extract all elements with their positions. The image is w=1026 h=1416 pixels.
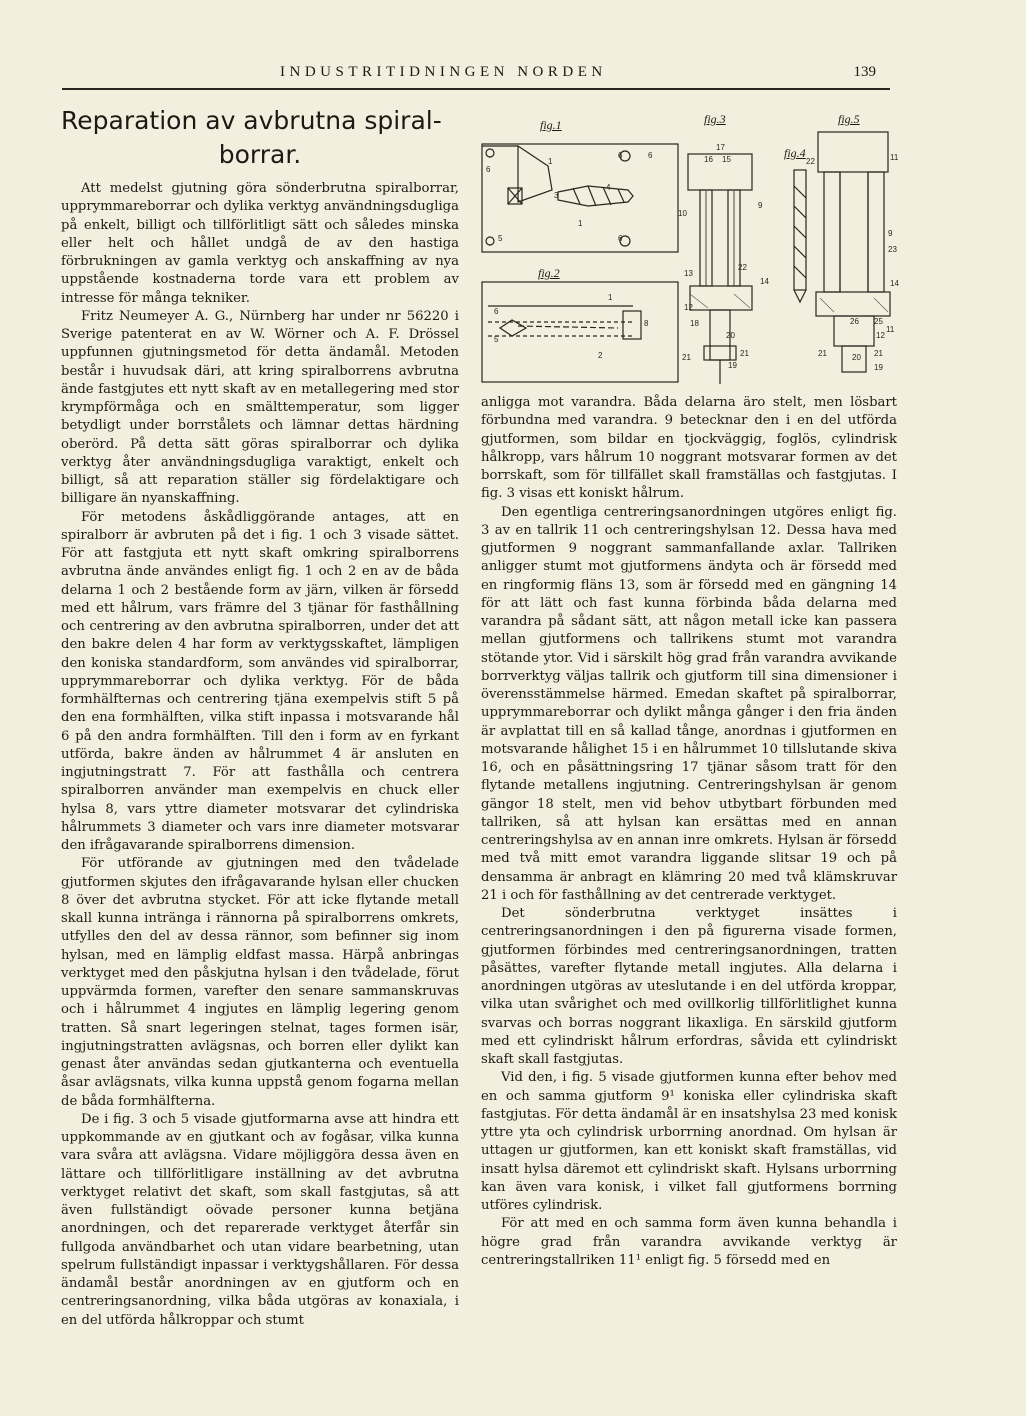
- fig5-part-number: 25: [874, 317, 883, 326]
- fig3-part-number: 22: [738, 263, 747, 272]
- fig3-part-number: 10: [678, 209, 687, 218]
- fig1-part-number: 1: [548, 157, 553, 166]
- fig1-part-number: 6: [486, 165, 491, 174]
- article-title-line2: borrar.: [218, 140, 302, 169]
- fig3-part-number: 20: [726, 331, 735, 340]
- fig3-part-number: 17: [716, 143, 725, 152]
- fig5-part-number: 19: [874, 363, 883, 372]
- fig2-drawing: [482, 282, 678, 382]
- figure-panel: [478, 106, 898, 394]
- fig1-part-number: 4: [606, 183, 611, 192]
- fig3-part-number: 21: [740, 349, 749, 358]
- fig5-part-number: 11: [886, 325, 895, 334]
- fig1-label: fig.1: [540, 118, 562, 132]
- fig5-part-number: 9: [888, 229, 893, 238]
- fig3-part-number: 21: [682, 353, 691, 362]
- fig3-part-number: 16: [704, 155, 713, 164]
- left-paragraph: För metodens åskådliggörande antages, att en spiralborr är avbruten på det i fig. 1 och 3 visade sättet. För att fastgjuta ett nytt skaft omkring spiralborrens avbrutna ände användes enligt fig. 1 och 2 en av de båda delarna 1 och 2 bestående form av järn, vilken är försedd med ett hålrum, vars främre del 3 tjänar för fasthållning och centrering av den avbrutna spiralborren, under det att den bakre delen 4 har form av verktygsskaftet, lämpligen den koniska standardform, som användes vid spiralborrar, upprymmareborrar och dylika verktyg. För de båda formhälfternas och centrering tjäna exempelvis stift 5 på den ena formhälften, vilka stift inpassa i motsvarande hål 6 på den andra formhälften. Till den i form av en fyrkant utförda, bakre änden av hålrummet 4 är ansluten en ingjutningstratt 7. För att fasthålla och centrera spiralborren använder man exempelvis en chuck eller hylsa 8, vars yttre diameter motsvarar det cylindriska hålrummets 3 diameter och vars inre diameter motsvarar den ifrågavarande spiralborrens dimension.: [61, 509, 459, 853]
- right-paragraph: För att med en och samma form även kunna behandla i högre grad från varandra avvikande verktyg är centreringstallriken 11¹ enligt fig. 5 försedd med en: [481, 1216, 897, 1268]
- left-paragraph: Fritz Neumeyer A. G., Nürnberg har under nr 56220 i Sverige patenterat en av W. Wörner och A. F. Drössel uppfunnen gjutningsmetod för detta ändamål. Metoden består i huvudsak däri, att kring spiralborrens avbrutna ände fastgjutes ett nytt skaft av en metallegering med stor krympförmåga och en smälttemperatur, som ligger betydligt under borrstålets och lämnar dettas härdning oberörd. På detta sätt göras spiralborrar och dylika verktyg åter användningsdugliga varaktigt, enkelt och billigt, så att reparation ställer sig fördelaktigare och billigare än nyanskaffning.: [61, 308, 459, 507]
- right-paragraph: Det sönderbrutna verktyget insättes i centreringsanordningen i den på figurerna visade formen, gjutformen förbindes med centreringsanordningen, tratten påsättes, varefter flytande metall ingjutes. Alla delarna i anordningen utgöras av uteslutande i en del utförda kroppar, vilka utan svårighet och med ovillkorlig tillförlitlighet kunna svarvas och borras noggrant likaxliga. En särskild gjutform med ett cylindriskt hålrum erfordras, såvida ett cylindriskt skaft skall fastgjutas.: [481, 906, 897, 1067]
- fig5-part-number: 23: [888, 245, 897, 254]
- fig1-part-number: 6: [648, 151, 653, 160]
- fig4-label: fig.4: [784, 146, 806, 160]
- fig3-label: fig.3: [704, 112, 726, 126]
- fig3-part-number: 13: [684, 269, 693, 278]
- fig5-part-number: 11: [890, 153, 899, 162]
- fig3-part-number: 18: [690, 319, 699, 328]
- fig5-part-number: 12: [876, 331, 885, 340]
- fig2-part-number: 8: [644, 319, 649, 328]
- left-paragraph: För utförande av gjutningen med den tvådelade gjutformen skjutes den ifrågavarande hylsan eller chucken 8 över det avbrutna stycket. För att icke flytande metall skall kunna intränga i rännorna på spiralborrens omkrets, utfylles den del av dessa rännor, som befinner sig inom hylsan, med en lämplig eldfast massa. Härpå anbringas verktyget med den påskjutna hylsan i den tvådelade, förut uppvärmda formen, varefter den senare sammanskruvas och i hålrummet 4 ingjutes en lämplig legering genom tratten. Så snart legeringen stelnat, tages formen isär, ingjutningstratten avlägsnas, och borren eller dylikt kan genast åter användas sedan gjutkanterna och eventuella åsar avlägsnats, vilka kunna uppstå genom fogarna mellan de båda formhälfterna.: [61, 856, 459, 1109]
- header-rule: [62, 88, 890, 90]
- fig4-part-number: 22: [806, 157, 815, 166]
- left-paragraph: De i fig. 3 och 5 visade gjutformarna avse att hindra ett uppkommande av en gjutkant och av fogåsar, vilka kunna vara svåra att avlägsna. Vidare möjliggöra dessa även en lättare och tillförlitligare inställning av det avbrutna verktyget relativt det skaft, som skall fastgjutas, så att även fullständigt oövade personer kunna betjäna anordningen, och det reparerade verktyget återfår sin fullgoda användbarhet och utan vidare bearbetning, utan spelrum fullständigt inpassar i verktygshållaren. För dessa ändamål består anordningen av en gjutform och en centreringsanordning, vilka båda utgöras av konaxiala, i en del utförda hålkroppar och stumt: [61, 1111, 459, 1328]
- fig5-part-number: 21: [874, 349, 883, 358]
- fig4-drawing: [794, 170, 806, 302]
- fig3-part-number: 14: [760, 277, 769, 286]
- fig5-part-number: 21: [818, 349, 827, 358]
- fig1-drawing: [482, 144, 678, 252]
- left-column: [61, 180, 459, 1330]
- technical-drawings: [478, 106, 898, 394]
- fig2-part-number: 1: [608, 293, 613, 302]
- fig5-part-number: 26: [850, 317, 859, 326]
- journal-title: INDUSTRITIDNINGEN NORDEN: [280, 64, 607, 80]
- fig2-part-number: 5: [494, 335, 499, 344]
- fig3-part-number: 19: [728, 361, 737, 370]
- left-paragraph: Att medelst gjutning göra sönderbrutna spiralborrar, upprymmareborrar och dylika verktyg användningsdugliga på enkelt, billigt och tillförlitligt sätt och således minska eller helt och hållet undgå de av den hastiga förbrukningen av gamla verktyg och anskaffning av nya uppstående kostnaderna torde vara ett problem av intresse för många tekniker.: [61, 181, 459, 306]
- fig2-part-number: 6: [494, 307, 499, 316]
- article-title: [61, 104, 459, 172]
- right-paragraph: Den egentliga centreringsanordningen utgöres enligt fig. 3 av en tallrik 11 och centreringshylsan 12. Dessa hava med gjutformen 9 noggrant sammanfallande axlar. Tallriken anligger stumt mot gjutformens ändyta och är försedd med en ringformig fläns 13, som är försedd med en gängning 14 för att lätt och fast kunna förbinda båda delarna med varandra på sådant sätt, att någon metall icke kan passera mellan gjutformens och tallrikens stumt mot varandra stötande ytor. Vid i särskilt hög grad från varandra avvikande borrverktyg väljas tallrik och gjutform till sina dimensioner i överensstämmelse härmed. Emedan skaftet på spiralborrar, upprymmareborrar och dylikt många gånger i den fria änden är avplattat till en så kallad tånge, anordnas i gjutformen en motsvarande hålighet 15 i en hålrummet 10 tillslutande skiva 16, och en påsättningsring 17 tjänar såsom tratt för den flytande metallens ingjutning. Centreringshylsan är genom gängor 18 stelt, men vid behov utbytbart förbunden med tallriken, så att hylsan kan ersättas med en annan centreringshylsa av en annan inre omkrets. Hylsan är försedd med två mitt emot varandra liggande slitsar 19 och på densamma är anbragt en klämring 20 med två klämskruvar 21 i och för fasthållning av det centrerade verktyget.: [481, 504, 897, 903]
- right-paragraph: anligga mot varandra. Båda delarna äro stelt, men lösbart förbundna med varandra. 9 betecknar den i en del utförda gjutformen, som bildar en tjockväggig, foglös, cylindrisk hålkropp, vars hålrum 10 noggrant motsvarar formen av det borrskaft, som för tillfället skall framställas och fastgjutas. I fig. 3 visas ett koniskt hålrum.: [481, 395, 897, 502]
- fig1-part-number: 6: [618, 234, 623, 243]
- fig5-label: fig.5: [838, 112, 860, 126]
- article-title-line1: Reparation av avbrutna spiral-: [61, 106, 442, 135]
- fig1-part-number: 1: [578, 219, 583, 228]
- fig1-part-number: 5: [498, 234, 503, 243]
- fig1-part-number: 6: [618, 151, 623, 160]
- right-column: [481, 394, 897, 1270]
- running-header: [60, 62, 890, 88]
- fig3-part-number: 12: [684, 303, 693, 312]
- fig3-part-number: 9: [758, 201, 763, 210]
- fig1-part-number: 3: [554, 191, 559, 200]
- fig5-part-number: 14: [890, 279, 899, 288]
- fig5-part-number: 20: [852, 353, 861, 362]
- fig2-label: fig.2: [538, 266, 560, 280]
- right-paragraph: Vid den, i fig. 5 visade gjutformen kunna efter behov med en och samma gjutform 9¹ koniska eller cylindriska skaft fastgjutas. För detta ändamål är en insatshylsa 23 med konisk yttre yta och cylindrisk urborrning anordnad. Om hylsan är uttagen ur gjutformen, kan ett koniskt skaft framställas, vid insatt hylsa däremot ett cylindriskt skaft. Hylsans urborrning kan även vara konisk, i vilket fall gjutformens borrning utföres cylindrisk.: [481, 1070, 897, 1213]
- fig3-part-number: 15: [722, 155, 731, 164]
- page-number: 139: [853, 64, 876, 80]
- fig2-part-number: 2: [598, 351, 603, 360]
